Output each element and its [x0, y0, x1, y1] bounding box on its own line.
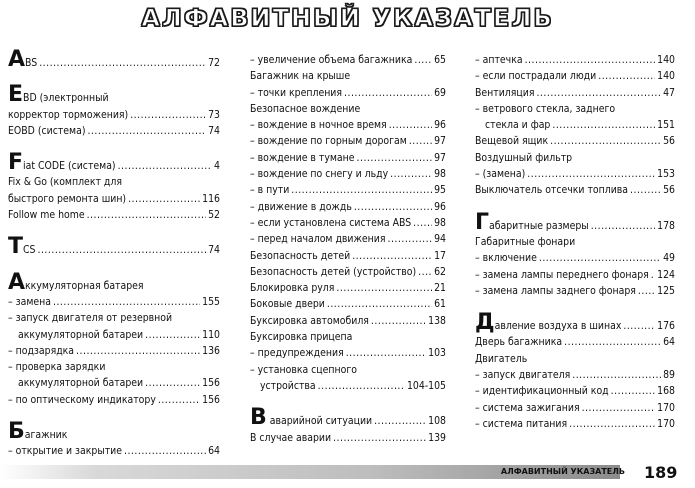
- page-ref: 139: [428, 431, 446, 444]
- index-entry: Воздушный фильтр: [475, 151, 573, 164]
- index-entry-fiat-code: Fiat CODE (система) ..... 4: [8, 155, 220, 174]
- index-entry: Боковые двери ..... 61: [250, 296, 446, 312]
- page-ref: 140: [657, 70, 675, 83]
- index-entry-ebd: E BD (электронный: [8, 82, 109, 108]
- index-subentry: – замена ..... 155: [8, 294, 220, 310]
- page-ref: 176: [657, 320, 675, 333]
- index-entry-bagazhnik: Б агажник: [8, 419, 68, 445]
- page-ref: 52: [208, 209, 220, 222]
- page-ref: 168: [657, 385, 675, 398]
- index-entry: Безопасность детей ..... 17: [250, 248, 446, 264]
- index-entry: Вентиляция ..... 47: [475, 85, 675, 101]
- index-entry: Блокировка руля ..... 21: [250, 280, 446, 296]
- page-ref: 62: [434, 265, 446, 278]
- index-column-1: [8, 47, 220, 460]
- letter-heading: Г: [475, 209, 490, 235]
- index-entry-fixgo: Fix & Go (комплект для: [8, 176, 122, 189]
- page-ref: 94: [434, 233, 446, 246]
- index-subentry: – точки крепления ..... 69: [250, 85, 446, 101]
- index-entry-davlenie: Давление воздуха в шинах ..... 176: [475, 315, 675, 334]
- index-entry-abs: ABS ..... 72: [8, 52, 220, 71]
- index-entry-follow-me-home: Follow me home ..... 52: [8, 207, 220, 223]
- index-entry-v-avariinoi: В аварийной ситуации ..... 108: [250, 410, 446, 429]
- index-subentry: – если пострадали люди ..... 140: [475, 68, 675, 84]
- letter-heading: Д: [475, 310, 495, 336]
- index-subentry: – (замена) ..... 153: [475, 166, 675, 182]
- letter-heading: F: [8, 150, 24, 176]
- letter-heading: T: [8, 234, 24, 260]
- index-entry: Безопасность детей (устройство) ..... 62: [250, 264, 446, 280]
- index-entry: Буксировка автомобиля ..... 138: [250, 313, 446, 329]
- page-ref: 110: [202, 328, 220, 341]
- page-ref: 96: [434, 119, 446, 132]
- index-entry: Выключатель отсечки топлива ..... 56: [475, 182, 675, 198]
- page-ref: 64: [208, 445, 220, 458]
- index-entry: Безопасное вождение: [250, 102, 361, 115]
- letter-heading: E: [8, 82, 24, 108]
- page-ref: 96: [434, 200, 446, 213]
- index-subentry-cont: аккумуляторной батареи ..... 110: [8, 327, 220, 343]
- page-ref: 4: [214, 160, 220, 173]
- page-ref: 73: [208, 108, 220, 121]
- page-ref: 21: [434, 282, 446, 295]
- index-entry-eobd: EOBD (система) ..... 74: [8, 123, 220, 139]
- page-ref: 170: [657, 401, 675, 414]
- letter-heading: Б: [8, 419, 25, 445]
- page-ref: 178: [657, 219, 675, 232]
- index-entry-tcs: TCS ..... 74: [8, 239, 220, 258]
- page-title: АЛФАВИТНЫЙ УКАЗАТЕЛЬ: [141, 4, 554, 32]
- letter-heading: В: [250, 405, 267, 431]
- page-ref: 155: [202, 295, 220, 308]
- index-column-3: [475, 52, 675, 432]
- page-ref: 140: [657, 54, 675, 66]
- index-subentry: – по оптическому индикатору ..... 156: [8, 392, 220, 408]
- page-ref: 108: [428, 415, 446, 428]
- footer-section-label: АЛФАВИТНЫЙ УКАЗАТЕЛЬ: [500, 467, 625, 476]
- index-entry: Вещевой ящик ..... 56: [475, 133, 675, 149]
- page-ref: 17: [434, 249, 446, 262]
- page-ref: 74: [208, 124, 220, 137]
- page-ref: 74: [208, 244, 220, 257]
- index-subentry-cont: стекла и фар ..... 151: [475, 117, 675, 133]
- index-entry: Дверь багажника ..... 64: [475, 334, 675, 350]
- index-subentry: – аптечка ..... 140: [475, 52, 675, 68]
- index-subentry: – если установлена система ABS ..... 98: [250, 215, 446, 231]
- page-ref: 97: [434, 151, 446, 164]
- page-ref: 56: [663, 184, 675, 197]
- index-subentry: – вождение по снегу и льду ..... 98: [250, 166, 446, 182]
- index-entry: В случае аварии ..... 139: [250, 430, 446, 446]
- index-subentry: – вождение в ночное время ..... 96: [250, 117, 446, 133]
- index-column-2: [250, 52, 446, 446]
- page-ref: 104-105: [406, 379, 446, 392]
- index-entry: Буксировка прицепа: [250, 331, 353, 344]
- page-ref: 138: [428, 314, 446, 327]
- page-ref: 69: [434, 86, 446, 99]
- page-ref: 125: [657, 284, 675, 297]
- page-ref: 56: [663, 135, 675, 148]
- index-entry-ebd-cont: корректор торможения) ..... 73: [8, 107, 220, 123]
- page-number: 189: [644, 463, 678, 482]
- index-subentry: – перед началом движения ..... 94: [250, 231, 446, 247]
- page-ref: 98: [434, 168, 446, 181]
- index-entry: Габаритные фонари: [475, 235, 576, 248]
- index-entry-fixgo-cont: быстрого ремонта шин) ..... 116: [8, 191, 220, 207]
- index-entry-gabaritnye: Габаритные размеры ..... 178: [475, 215, 675, 234]
- index-subentry: – подзарядка ..... 136: [8, 343, 220, 359]
- page-ref: 65: [434, 54, 446, 66]
- page-ref: 170: [657, 417, 675, 430]
- index-subentry: – включение ..... 49: [475, 250, 675, 266]
- page-ref: 95: [434, 184, 446, 197]
- index-subentry: – предупреждения ..... 103: [250, 345, 446, 361]
- page-ref: 156: [202, 393, 220, 406]
- page-ref: 151: [657, 119, 675, 132]
- page-ref: 49: [663, 252, 675, 265]
- index-subentry: – увеличение объема багажника ..... 65: [250, 52, 446, 68]
- index-entry: Багажник на крыше: [250, 70, 351, 83]
- page-ref: 72: [208, 57, 220, 69]
- index-subentry-cont: устройства ..... 104-105: [250, 378, 446, 394]
- page-ref: 47: [663, 86, 675, 99]
- index-subentry: – замена лампы переднего фонаря ..... 124: [475, 267, 675, 283]
- index-subentry: – в пути ..... 95: [250, 182, 446, 198]
- index-subentry: – вождение в тумане ..... 97: [250, 150, 446, 166]
- index-subentry: – идентификационный код ..... 168: [475, 383, 675, 399]
- index-subentry: – установка сцепного: [250, 363, 357, 376]
- page-ref: 153: [657, 168, 675, 181]
- letter-heading: А: [8, 269, 26, 295]
- index-entry-akkumulyator: А ккумуляторная батарея: [8, 269, 144, 295]
- page-ref: 61: [434, 298, 446, 311]
- index-subentry: – вождение по горным дорогам ..... 97: [250, 133, 446, 149]
- index-subentry: – запуск двигателя ..... 89: [475, 367, 675, 383]
- index-subentry: – система питания ..... 170: [475, 416, 675, 432]
- index-subentry: – движение в дождь ..... 96: [250, 199, 446, 215]
- index-entry: Двигатель: [475, 352, 528, 365]
- page-ref: 64: [663, 336, 675, 349]
- index-subentry: – запуск двигателя от резервной: [8, 312, 173, 325]
- page-ref: 136: [202, 344, 220, 357]
- page-ref: 89: [663, 369, 675, 382]
- page-ref: 156: [202, 377, 220, 390]
- page-ref: 97: [434, 135, 446, 148]
- index-subentry-cont: аккумуляторной батареи ..... 156: [8, 375, 220, 391]
- page-ref: 124: [657, 268, 675, 281]
- index-subentry: – проверка зарядки: [8, 361, 106, 374]
- page-ref: 103: [428, 347, 446, 360]
- index-subentry: – ветрового стекла, заднего: [475, 102, 616, 115]
- page-ref: 116: [202, 192, 220, 205]
- index-subentry: – система зажигания ..... 170: [475, 400, 675, 416]
- index-subentry: – открытие и закрытие ..... 64: [8, 443, 220, 459]
- index-subentry: – замена лампы заднего фонаря ..... 125: [475, 283, 675, 299]
- page-ref: 98: [434, 216, 446, 229]
- letter-heading: A: [8, 47, 26, 72]
